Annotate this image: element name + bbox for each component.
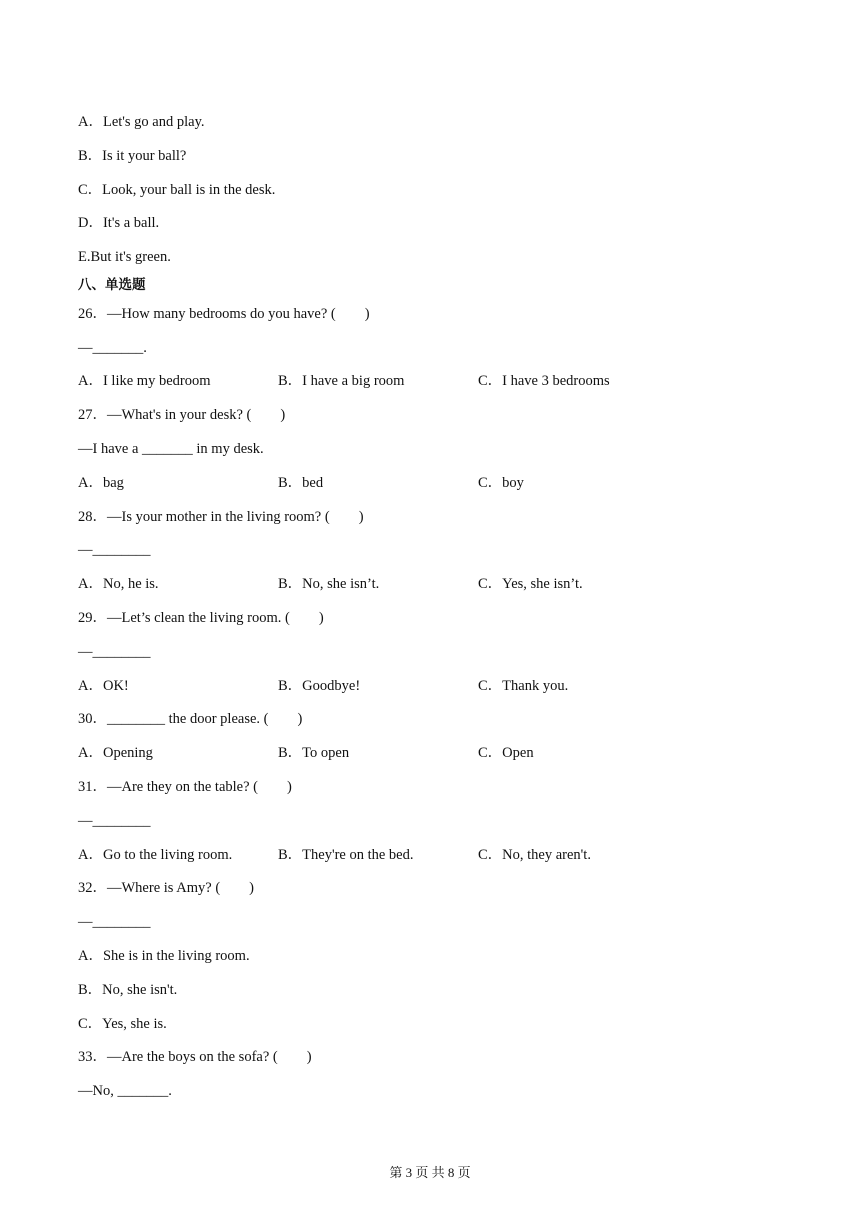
question-26-answer-blank: —_______. — [78, 340, 147, 356]
question-31-stem: 31．—Are they on the table? ( ) — [78, 779, 292, 795]
question-28-option-c[interactable]: C．Yes, she isn’t. — [478, 576, 583, 592]
question-33-stem: 33．—Are the boys on the sofa? ( ) — [78, 1049, 312, 1065]
question-27-option-b[interactable]: B．bed — [278, 475, 324, 491]
question-27-answer-blank: —I have a _______ in my desk. — [78, 441, 264, 457]
question-33-answer-blank: —No, _______. — [78, 1083, 172, 1099]
prev-option-e: E.But it's green. — [78, 249, 171, 265]
question-32-option-a[interactable]: A．She is in the living room. — [78, 948, 250, 964]
question-31-answer-blank: —________ — [78, 813, 151, 829]
question-26-stem: 26．—How many bedrooms do you have? ( ) — [78, 306, 370, 322]
prev-option-d: D．It's a ball. — [78, 215, 160, 231]
question-27-stem: 27．—What's in your desk? ( ) — [78, 407, 286, 423]
question-32-stem: 32．—Where is Amy? ( ) — [78, 880, 254, 896]
question-30-option-c[interactable]: C．Open — [478, 745, 534, 761]
question-30-option-b[interactable]: B．To open — [278, 745, 350, 761]
question-27-option-c[interactable]: C．boy — [478, 475, 524, 491]
prev-option-b: B．Is it your ball? — [78, 148, 187, 164]
question-28-option-a[interactable]: A．No, he is. — [78, 576, 159, 592]
question-29-option-c[interactable]: C．Thank you. — [478, 678, 569, 694]
question-32-option-c[interactable]: C．Yes, she is. — [78, 1016, 167, 1032]
question-31-option-b[interactable]: B．They're on the bed. — [278, 847, 414, 863]
question-26-option-a[interactable]: A．I like my bedroom — [78, 373, 211, 389]
question-26-option-c[interactable]: C．I have 3 bedrooms — [478, 373, 610, 389]
question-31-option-c[interactable]: C．No, they aren't. — [478, 847, 591, 863]
question-28-option-b[interactable]: B．No, she isn’t. — [278, 576, 380, 592]
question-31-option-a[interactable]: A．Go to the living room. — [78, 847, 233, 863]
question-27-option-a[interactable]: A．bag — [78, 475, 124, 491]
question-26-option-b[interactable]: B．I have a big room — [278, 373, 405, 389]
question-32-answer-blank: —________ — [78, 914, 151, 930]
question-29-option-a[interactable]: A．OK! — [78, 678, 129, 694]
question-32-option-b[interactable]: B．No, she isn't. — [78, 982, 178, 998]
section-title: 八、单选题 — [78, 277, 146, 293]
question-30-option-a[interactable]: A．Opening — [78, 745, 153, 761]
question-29-stem: 29．—Let’s clean the living room. ( ) — [78, 610, 324, 626]
question-29-answer-blank: —________ — [78, 644, 151, 660]
prev-option-c: C．Look, your ball is in the desk. — [78, 182, 276, 198]
page-footer: 第 3 页 共 8 页 — [389, 1165, 471, 1180]
question-30-stem: 30．________ the door please. ( ) — [78, 711, 303, 727]
question-28-stem: 28．—Is your mother in the living room? ( ) — [78, 509, 364, 525]
question-28-answer-blank: —________ — [78, 542, 151, 558]
question-29-option-b[interactable]: B．Goodbye! — [278, 678, 361, 694]
prev-option-a: A．Let's go and play. — [78, 114, 205, 130]
